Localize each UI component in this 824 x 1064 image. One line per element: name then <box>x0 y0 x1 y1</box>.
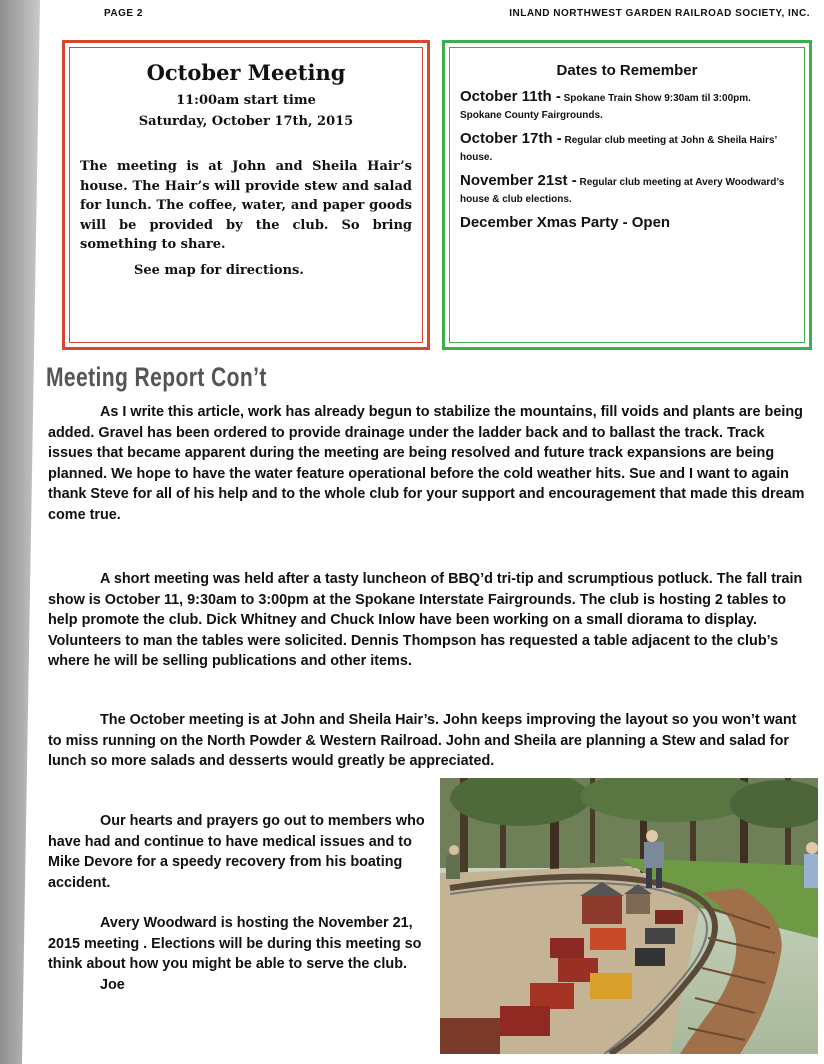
date-item-description: Regular club meeting at John & Sheila Hairs’ house. <box>460 135 777 163</box>
report-paragraph <box>48 913 434 995</box>
meeting-start-time: 11:00am start time <box>176 93 316 108</box>
meeting-details: The meeting is at John and Sheila Hair’s house. The Hair’s will provide stew and salad for lunch. The coffee, water, and paper goods will be provided by the club. So bring something to share. <box>80 159 412 252</box>
date-item <box>460 89 794 123</box>
report-paragraph <box>48 811 434 893</box>
date-item <box>460 215 794 232</box>
meeting-report-title: Meeting Report Con’t <box>46 362 267 392</box>
left-decorative-band <box>0 0 48 1064</box>
report-signature: Joe <box>100 976 125 993</box>
date-item-date: October 17th - <box>460 130 562 147</box>
date-item-date: November 21st - <box>460 172 577 189</box>
page-number: PAGE 2 <box>104 8 143 19</box>
date-item-description: Regular club meeting at Avery Woodward’s house & club elections. <box>460 177 785 205</box>
date-item-description: Spokane Train Show 9:30am til 3:00pm. Spokane County Fairgrounds. <box>460 93 751 121</box>
garden-railroad-photo <box>440 778 818 1054</box>
page-header <box>104 8 810 24</box>
report-paragraph-text: Avery Woodward is hosting the November 21, 2015 meeting . Elections will be during this meeting so think about how you might be able to serve the club. <box>48 915 422 972</box>
dates-to-remember-title: Dates to Remember <box>556 62 698 79</box>
october-meeting-box <box>62 40 430 350</box>
date-item <box>460 173 794 207</box>
meeting-date: Saturday, October 17th, 2015 <box>138 114 354 129</box>
map-note: See map for directions. <box>134 262 304 278</box>
date-item-date: December Xmas Party - Open <box>460 214 671 231</box>
report-paragraph-text: Our hearts and prayers go out to members who have had and continue to have medical issues and to Mike Devore for a speedy recovery from his boating accident. <box>48 813 425 891</box>
report-paragraph <box>48 710 810 772</box>
report-paragraph <box>48 402 810 525</box>
october-meeting-title: October Meeting <box>146 60 346 85</box>
date-item-date: October 11th - <box>460 88 561 105</box>
dates-to-remember-box <box>442 40 812 350</box>
society-name: INLAND NORTHWEST GARDEN RAILROAD SOCIETY, INC. <box>509 8 810 19</box>
report-paragraph <box>48 569 810 672</box>
report-paragraph-text: The October meeting is at John and Sheila Hair’s. John keeps improving the layout so you won’t want to miss running on the North Powder & Western Railroad. John and Sheila are planning a Stew and salad for lunch so more salads and desserts would greatly be appreciated. <box>48 712 797 769</box>
report-paragraph-text: As I write this article, work has already begun to stabilize the mountains, fill voids and plants are being added. Gravel has been ordered to provide drainage under the ladder back and to ballast the track. Track issues that became apparent during the meeting are being resolved and future track expansions are being planned. We hope to have the water feature operational before the cold weather hits. Sue and I want to again thank Steve for all of his help and to the whole club for your support and encouragement that made this dream come true. <box>48 404 805 523</box>
report-paragraph-text: A short meeting was held after a tasty luncheon of BBQ’d tri-tip and scrumptious potluck. The fall train show is October 11, 9:30am to 3:00pm at the Spokane Interstate Fairgrounds. The club is hosting 2 tables to help promote the club. Dick Whitney and Chuck Inlow have been working on a small diorama to display. Volunteers to man the tables were solicited. Dennis Thompson has requested a table adjacent to the club’s where he will be selling publications and other items. <box>48 571 803 669</box>
date-item <box>460 131 794 165</box>
